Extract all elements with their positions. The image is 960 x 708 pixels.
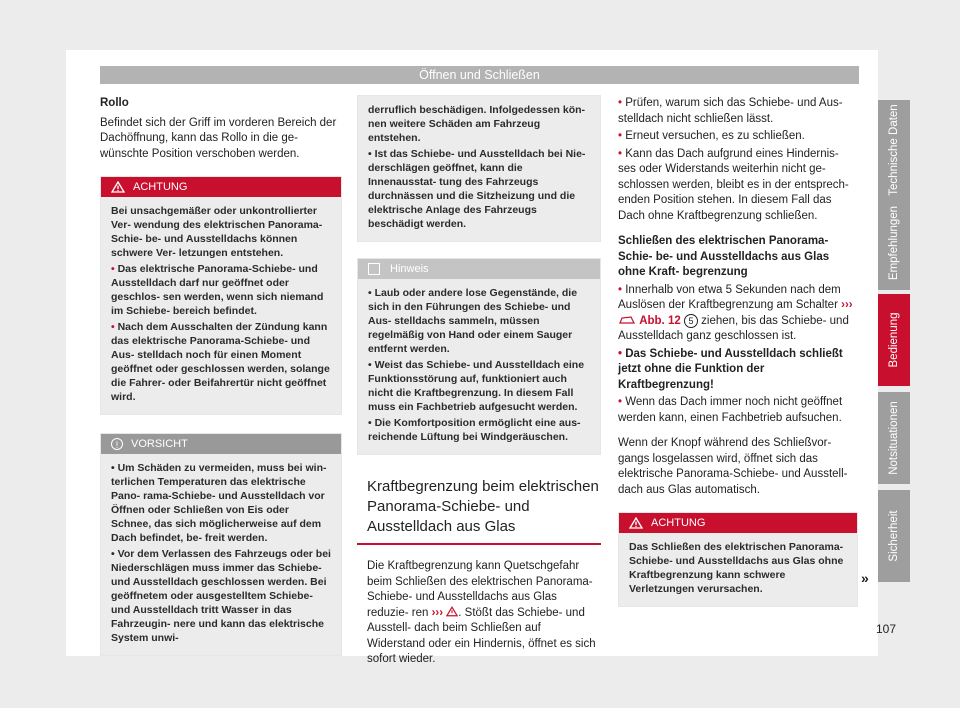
page-number: 107 xyxy=(876,622,897,636)
warning-lead: Bei unsachgemäßer oder unkontrollierter Ver- wendung des elektrischen Panorama-Schie- be- und Ausstelldachs können schwere Ver- letzungen entstehen. xyxy=(111,205,323,259)
bullet-icon: • xyxy=(618,347,626,360)
list-item: • Prüfen, warum sich das Schiebe- und Aus- stelldach nicht schließen lässt. xyxy=(618,97,843,125)
caution-body xyxy=(101,454,341,655)
rollo-intro: Befindet sich der Griff im vorderen Bereich der Dachöffnung, kann das Rollo in die ge- wünschte Position verschoben werden. xyxy=(100,116,337,160)
step-2: • Das Schiebe- und Ausstelldach schließt jetzt ohne die Funktion der Kraftbegrenzung! xyxy=(618,347,843,391)
section-text: Die Kraftbegrenzung kann Quetschgefahr beim Schließen des elektrischen Panorama- Schiebe- und Ausstelldachs aus Glas reduzie- ren ››› . Stößt das Schiebe- und Ausstell- dach beim Schließen auf Widerstand oder ein Hindernis, öffnet es sich sofort wieder. xyxy=(367,560,596,665)
warning-box-1 xyxy=(100,176,342,415)
caution-header xyxy=(101,434,341,454)
car-roof-icon xyxy=(618,314,636,325)
tab-technische-daten[interactable]: Technische Daten xyxy=(878,100,910,200)
bullet-icon: • xyxy=(111,462,118,474)
warning-triangle-icon xyxy=(111,181,125,193)
warning-triangle-icon xyxy=(629,517,643,529)
bullet-icon: • xyxy=(111,321,118,333)
column-3 xyxy=(618,96,858,607)
exclamation-circle-icon: ! xyxy=(111,438,123,450)
caution-cont-text: derruflich beschädigen. Infolgedessen kön- nen weitere Schäden am Fahrzeug entstehen. xyxy=(368,104,586,144)
reference-arrow-icon[interactable]: ››› xyxy=(431,606,447,619)
warning-box-2 xyxy=(618,512,858,607)
bullet-icon: • xyxy=(368,359,375,371)
note-box xyxy=(357,258,601,455)
bullet-icon: • xyxy=(111,548,118,560)
step-3: • Wenn das Dach immer noch nicht geöffnet werden kann, einen Fachbetrieb aufsuchen. xyxy=(618,396,843,424)
warning-text: Das Schließen des elektrischen Panorama- Schiebe- und Ausstelldachs aus Glas ohne Kraftbegrenzung kann schwere Verletzungen verursachen. xyxy=(629,541,844,595)
bullet-icon: • xyxy=(618,283,626,296)
warning-item: • Nach dem Ausschalten der Zündung kann das elektrische Panorama-Schiebe- und Aus- stelldach noch für einen Moment geöffnet oder geschlossen werden, solange die Fahrer- oder Beifahrertür nicht geöffnet wird. xyxy=(111,321,330,403)
warning-header xyxy=(101,177,341,197)
caution-label: VORSICHT xyxy=(131,438,188,450)
caution-item: • Vor dem Verlassen des Fahrzeugs oder bei Niederschlägen muss immer das Schiebe- und Ausstelldach geschlossen werden. Bei geöffnetem oder ausgestelltem Schiebe- und Ausstelldach tritt Wasser in das Fahrzeugin- nere und kann das elektrische System unwi- xyxy=(111,548,331,644)
subheading: Schließen des elektrischen Panorama-Schie- be- und Ausstelldachs aus Glas ohne Kraft- begrenzung xyxy=(618,235,830,278)
reference-arrow-icon[interactable]: ››› xyxy=(841,299,853,311)
step-1: • Innerhalb von etwa 5 Sekunden nach dem Auslösen der Kraftbegrenzung am Schalter ››› Abb. 12 5 ziehen, bis das Schiebe- und Ausstelldach ganz geschlossen ist. xyxy=(618,283,853,342)
callout-number: 5 xyxy=(684,314,698,328)
note-item: • Weist das Schiebe- und Ausstelldach eine Funktionsstörung auf, funktioniert auch nicht die Kraftbegrenzung. In diesem Fall muss ein Fachbetrieb aufgesucht werden. xyxy=(368,359,585,413)
page-header: Öffnen und Schließen xyxy=(100,66,859,84)
caution-item: • Um Schäden zu vermeiden, muss bei win- terlichen Temperaturen das elektrische Pano- rama-Schiebe- und Ausstelldach vor Öffnen oder Schließen von Eis oder Schnee, das sich möglicherweise auf dem Dach befindet, be- freit werden. xyxy=(111,462,327,544)
note-square-icon xyxy=(368,263,380,275)
warning-body xyxy=(101,197,341,414)
note-item: • Die Komfortposition ermöglicht eine aus- reichende Lüftung bei Windgeräuschen. xyxy=(368,417,581,443)
tab-bedienung[interactable]: Bedienung xyxy=(878,294,910,386)
warning-body xyxy=(619,533,857,606)
note-label: Hinweis xyxy=(390,263,429,275)
bullet-icon: • xyxy=(111,263,118,275)
caution-item: • Ist das Schiebe- und Ausstelldach bei Nie- derschlägen geöffnet, kann die Innenausstat- tung des Fahrzeugs durchnässen und die Sitzheizung und die elektrische Anlage des Fahrzeugs beschädigt werden. xyxy=(368,148,586,230)
figure-reference-link[interactable]: Abb. 12 xyxy=(639,314,681,327)
bullet-icon: • xyxy=(618,147,626,160)
bullet-icon: • xyxy=(368,148,375,160)
continue-arrow-icon: » xyxy=(861,570,869,586)
note-item: • Laub oder andere lose Gegenstände, die sich in den Führungen des Schiebe- und Aus- stelldachs sammeln, müssen regelmäßig von Hand oder einem Sauger entfernt werden. xyxy=(368,287,578,355)
caution-cont-body xyxy=(358,96,600,241)
warning-triangle-icon xyxy=(446,606,458,617)
caution-box xyxy=(100,433,342,656)
caution-box-continued xyxy=(357,95,601,242)
bullet-icon: • xyxy=(368,417,375,429)
paragraph: Wenn der Knopf während des Schließvor- gangs losgelassen wird, öffnet sich das elektrische Panorama-Schiebe- und Ausstell- dach aus Glas automatisch. xyxy=(618,437,848,496)
note-header xyxy=(358,259,600,279)
bullet-icon: • xyxy=(618,130,626,142)
list-item: • Erneut versuchen, es zu schließen. xyxy=(618,130,805,142)
warning-item: • Das elektrische Panorama-Schiebe- und Ausstelldach darf nur geöffnet oder geschlos- sen werden, wenn sich niemand im Schiebe- bereich befindet. xyxy=(111,263,324,317)
section-title: Kraftbegrenzung beim elektrischen Panorama-Schiebe- und Ausstelldach aus Glas xyxy=(357,477,601,545)
warning-label: ACHTUNG xyxy=(651,517,706,529)
column-1 xyxy=(100,96,342,656)
column-2 xyxy=(357,96,601,668)
bullet-icon: • xyxy=(618,396,626,408)
list-item: • Kann das Dach aufgrund eines Hindernis- ses oder Widerstands weiterhin nicht ge- schlossen werden, bleibt es in der entsprech- enden Position stehen. In diesem Fall das Dach ohne Kraftbegrenzung schließen. xyxy=(618,147,849,222)
warning-header xyxy=(619,513,857,533)
tab-empfehlungen[interactable]: Empfehlungen xyxy=(878,196,910,290)
warning-label: ACHTUNG xyxy=(133,181,188,193)
bullet-icon: • xyxy=(368,287,375,299)
bullet-icon: • xyxy=(618,97,626,109)
note-body xyxy=(358,279,600,454)
tab-notsituationen[interactable]: Notsituationen xyxy=(878,392,910,484)
tab-sicherheit[interactable]: Sicherheit xyxy=(878,490,910,582)
rollo-heading: Rollo xyxy=(100,97,129,109)
